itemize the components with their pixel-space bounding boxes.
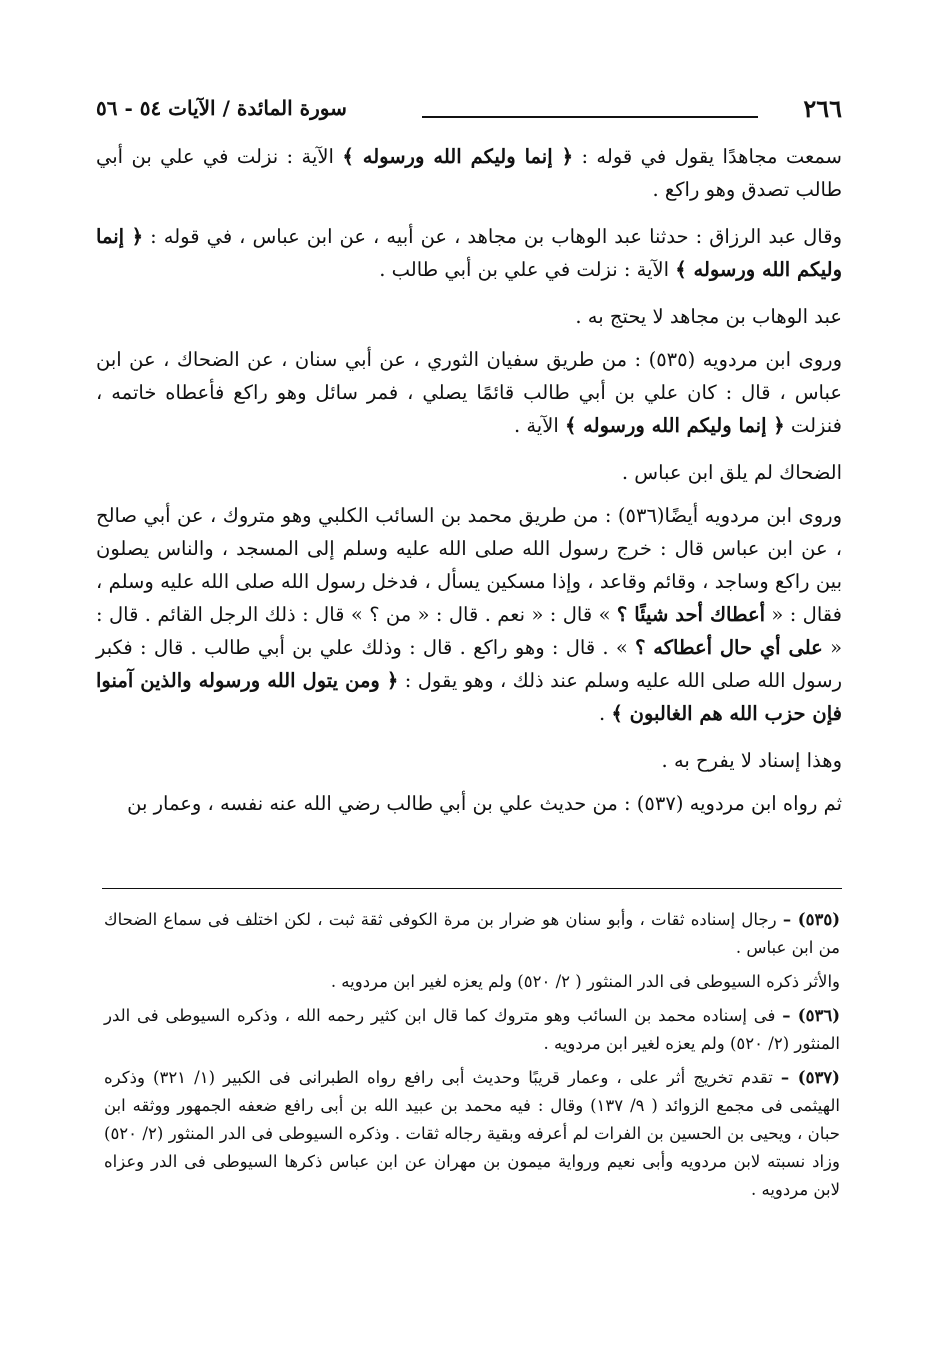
footnote-537 — [104, 1064, 840, 1204]
paragraph-1 — [96, 140, 842, 206]
footnotes — [104, 906, 840, 1210]
quran-quote: ﴿ ومن يتول الله ورسوله والذين آمنوا فإن حزب الله هم الغالبون ﴾ — [96, 669, 842, 725]
paragraph-text: وقال عبد الرزاق : حدثنا عبد الوهاب بن مجاهد ، عن أبيه ، عن ابن عباس ، في قوله : — [143, 225, 842, 248]
footnote-536 — [104, 1002, 840, 1058]
page-header — [96, 94, 842, 130]
paragraph-text: الضحاك لم يلق ابن عباس . — [621, 461, 842, 484]
quran-quote: ﴿ إنما وليكم الله ورسوله ﴾ — [96, 225, 842, 281]
paragraph-text: وروى ابن مردويه أيضًا(٥٣٦) : من طريق محمد بن السائب الكلبي وهو متروك ، عن أبي صالح ، عن ابن عباس قال : خرج رسول الله صلى الله عليه وسلم إلى المسجد ، والناس يصلون بين راكع وساجد ، وقائم وقاعد ، وإذا مسكين يسأل ، فدخل رسول الله صلى الله عليه وسلم ، فقال : « — [96, 504, 842, 626]
footnote-text: تقدم تخريج أثر على ، وعمار قريبًا وحديث أبى رافع رواه الطبرانى فى الكبير (١/ ٣٢١) وذكره الهيثمى فى مجمع الزوائد ( ٩/ ١٣٧) وقال : فيه محمد بن عبيد الله بن أبى رافع ضعفه الجمهور ووثقه ابن حبان ، ويحيى بن الحسين بن الفرات لم أعرفه وبقية رجاله ثقات . وذكره السيوطى فى الدر المنثور (٢/ ٥٢٠) وزاد نسبته لابن مردويه وأبى نعيم ورواية ميمون بن مهران عن ابن عباس ذكرها السيوطى فى الدر وعزاه لابن مردويه . — [104, 1068, 840, 1199]
footnote-text: رجال إسناده ثقات ، وأبو سنان هو ضرار بن مرة الكوفى ثقة ثبت ، لكن اختلف فى سماع الضحاك من ابن عباس . — [104, 910, 840, 957]
paragraph-3 — [96, 300, 842, 333]
paragraph-text: الآية : نزلت في علي بن أبي طالب تصدق وهو راكع . — [96, 145, 842, 201]
paragraph-8 — [96, 787, 842, 820]
footnote-535 — [104, 906, 840, 962]
footnote-text: والأثر ذكره السيوطى فى الدر المنثور ( ٢/ ٥٢٠) ولم يعزه لغير ابن مردويه . — [330, 972, 840, 991]
paragraph-6 — [96, 499, 842, 730]
paragraph-text: » . قال : وهو راكع . قال : وذلك علي بن أبي طالب . قال : فكبر رسول الله صلى الله عليه وسلم عند ذلك ، وهو يقول : — [96, 636, 842, 692]
footnote-number: (٥٣٥) – — [782, 910, 841, 929]
paragraph-text: عبد الوهاب بن مجاهد لا يحتج به . — [575, 305, 842, 328]
header-rule — [422, 116, 758, 118]
page-number: ٢٦٦ — [803, 94, 842, 123]
footnote-number: (٥٣٦) – — [782, 1006, 840, 1025]
paragraph-text: وروى ابن مردويه (٥٣٥) : من طريق سفيان الثوري ، عن أبي سنان ، عن الضحاك ، عن ابن عباس ، قال : كان علي بن أبي طالب قائمًا يصلي ، فمر سائل وهو راكع فأعطاه خاتمه ، فنزلت — [96, 348, 842, 437]
paragraph-text: وهذا إسناد لا يفرح به . — [661, 749, 842, 772]
footnote-rule — [102, 888, 842, 889]
paragraph-7 — [96, 744, 842, 777]
footnote-number: (٥٣٧) – — [780, 1068, 840, 1087]
paragraph-text: ثم رواه ابن مردويه (٥٣٧) : من حديث علي بن أبي طالب رضي الله عنه نفسه ، وعمار بن — [127, 792, 842, 815]
main-text — [96, 140, 842, 830]
quran-quote: ﴿ إنما وليكم الله ورسوله ﴾ — [342, 145, 574, 168]
quran-quote: ﴿ إنما وليكم الله ورسوله ﴾ — [564, 414, 785, 437]
hadith-quote: أعطاك أحد شيئًا ؟ — [616, 603, 766, 626]
paragraph-text: سمعت مجاهدًا يقول في قوله : — [573, 145, 842, 168]
paragraph-5 — [96, 456, 842, 489]
paragraph-text: الآية . — [513, 414, 565, 437]
paragraph-4 — [96, 343, 842, 442]
paragraph-text: . — [599, 702, 612, 725]
paragraph-text: الآية : نزلت في علي بن أبي طالب . — [379, 258, 676, 281]
paragraph-text: » قال : « نعم . قال : « من ؟ » قال : ذلك الرجل القائم . قال : « — [96, 603, 842, 659]
paragraph-2 — [96, 220, 842, 286]
footnote-535-continued — [104, 968, 840, 996]
running-title: سورة المائدة / الآيات ٥٤ - ٥٦ — [96, 96, 347, 120]
hadith-quote: على أي حال أعطاكه ؟ — [635, 636, 823, 659]
footnote-text: فى إسناده محمد بن السائب وهو متروك كما قال ابن كثير رحمه الله ، وذكره السيوطى فى الدر المنثور (٢/ ٥٢٠) ولم يعزه لغير ابن مردويه . — [104, 1006, 840, 1053]
